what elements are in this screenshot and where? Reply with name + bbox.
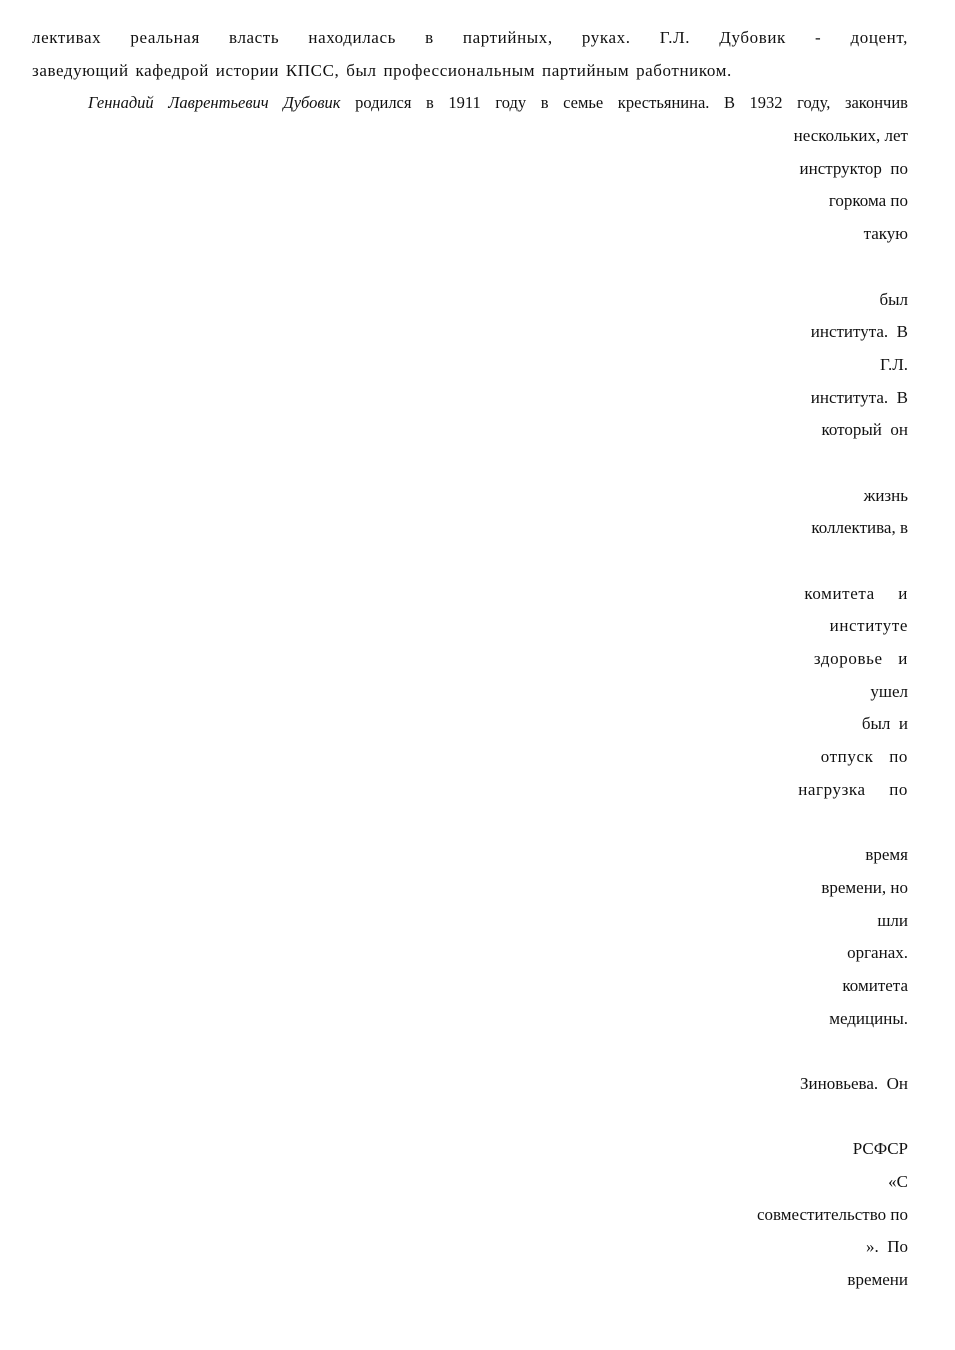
fragment-line <box>32 1035 908 1068</box>
fragment-line <box>32 1101 908 1134</box>
fragment-line: был и <box>861 714 908 734</box>
right-aligned-fragments <box>32 120 908 1297</box>
fragment-line: шли <box>877 910 908 930</box>
fragment-line <box>32 251 908 284</box>
fragment-line: комитета <box>842 975 908 995</box>
fragment-line: медицины. <box>829 1008 908 1028</box>
fragment-line: времени <box>847 1270 908 1290</box>
fragment-line: время <box>865 845 908 865</box>
paragraph-2-text: родился в 1911 году в семье крестьянина. В 1932 году, закончив <box>340 93 908 113</box>
fragment-line: который он <box>821 420 908 440</box>
paragraph-1-line-1: лективах реальная власть находилась в партийных, руках. Г.Л. Дубовик - доцент, <box>32 28 908 47</box>
fragment-line: комитета и <box>804 583 908 603</box>
fragment-line: «С <box>888 1172 908 1192</box>
fragment-line: нескольких, лет <box>793 126 908 146</box>
fragment-line <box>32 447 908 480</box>
fragment-line: РСФСР <box>852 1139 908 1159</box>
fragment-line: институте <box>829 616 908 636</box>
paragraph-1 <box>32 22 908 87</box>
fragment-line: здоровье и <box>813 649 908 669</box>
fragment-line: института. В <box>810 322 908 342</box>
fragment-line: нагрузка по <box>798 779 908 799</box>
fragment-line: горкома по <box>828 191 908 211</box>
fragment-line: Зиновьева. Он <box>799 1074 908 1094</box>
fragment-line: органах. <box>847 943 908 963</box>
fragment-line: был <box>879 289 908 309</box>
fragment-line: коллектива, в <box>811 518 908 538</box>
person-name: Геннадий Лаврентьевич Дубовик <box>88 93 341 113</box>
fragment-line: Г.Л. <box>880 354 908 374</box>
paragraph-1-line-2: заведующий кафедрой истории КПСС, был профессиональным партийным работником. <box>32 60 732 80</box>
document-page <box>32 22 908 1297</box>
fragment-line <box>32 545 908 578</box>
fragment-line: совместительство по <box>756 1204 908 1224</box>
fragment-line <box>32 807 908 840</box>
fragment-line: ушел <box>870 681 908 701</box>
fragment-line: ». По <box>865 1237 908 1257</box>
paragraph-2 <box>32 87 908 120</box>
fragment-line: такую <box>863 224 908 244</box>
fragment-line: жизнь <box>863 485 908 505</box>
fragment-line: инструктор по <box>799 158 908 178</box>
fragment-line: отпуск по <box>820 747 908 767</box>
fragment-line: времени, но <box>821 877 908 897</box>
fragment-line: института. В <box>810 387 908 407</box>
